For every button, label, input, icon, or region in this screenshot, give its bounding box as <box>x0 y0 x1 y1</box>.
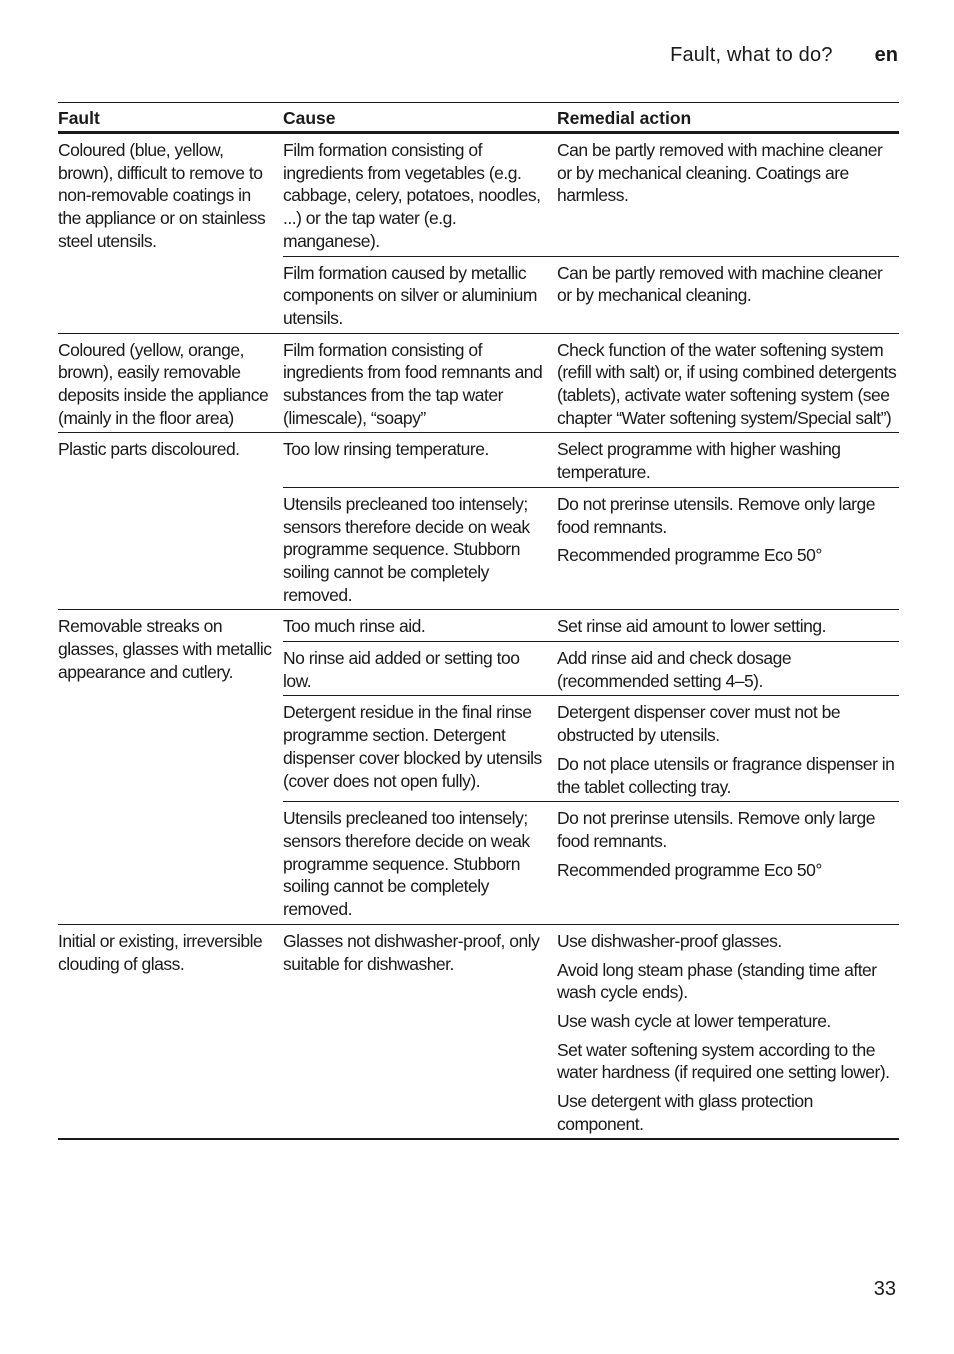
remedial-action-cell <box>557 488 899 610</box>
remedial-action-item: Detergent dispenser cover must not be obstructed by utensils. <box>557 702 841 746</box>
remedial-action-item: Set water softening system according to the water hardness (if required one setting lower). <box>557 1039 890 1083</box>
remedial-action-item: Can be partly removed with machine cleaner or by mechanical cleaning. <box>557 262 883 306</box>
cause-cell: Too much rinse aid. <box>283 616 426 637</box>
remedial-action-item: Use dishwasher-proof glasses. <box>557 930 782 951</box>
remedial-action-item: Recommended programme Eco 50° <box>557 545 822 566</box>
remedial-action-item: Check function of the water softening system (refill with salt) or, if using combined detergents (tablets), activate water softening system (see chapter “Water softening system/Special salt”) <box>557 339 897 428</box>
cause-cell: Film formation caused by metallic components on silver or aluminium utensils. <box>283 262 537 328</box>
table-row <box>283 610 899 641</box>
remedial-action-item: Do not prerinse utensils. Remove only large food remnants. <box>557 808 875 851</box>
remedial-action-item: Do not place utensils or fragrance dispenser in the tablet collecting tray. <box>557 753 895 797</box>
cause-rows <box>283 610 899 923</box>
cause-cell: Utensils precleaned too intensely; sensors therefore decide on weak programme sequence. Stubborn soiling cannot be completely removed. <box>283 808 530 920</box>
remedial-action-cell <box>557 610 899 641</box>
fault-cell: Coloured (blue, yellow, brown), difficult to remove to non-removable coatings in the appliance or on stainless steel utensils. <box>58 140 266 251</box>
fault-group <box>58 432 899 609</box>
fault-cell: Removable streaks on glasses, glasses with metallic appearance and cutlery. <box>58 616 272 682</box>
remedial-action-item: Recommended programme Eco 50° <box>557 859 822 880</box>
remedial-action-item: Use wash cycle at lower temperature. <box>557 1010 831 1031</box>
fault-group <box>58 609 899 923</box>
table-row <box>283 256 899 333</box>
remedial-action-item: Add rinse aid and check dosage (recommended setting 4–5). <box>557 648 792 691</box>
cause-rows <box>283 433 899 609</box>
table-body <box>58 134 899 1138</box>
page-number: 33 <box>873 1278 896 1300</box>
remedial-action-item: Use detergent with glass protection component. <box>557 1091 813 1134</box>
fault-group <box>58 924 899 1139</box>
remedial-action-cell <box>557 134 899 256</box>
table-row <box>283 433 899 486</box>
cause-rows <box>283 134 899 333</box>
remedial-action-item: Do not prerinse utensils. Remove only large food remnants. <box>557 493 875 537</box>
remedial-action-item: Can be partly removed with machine cleaner or by mechanical cleaning. Coatings are harmless. <box>557 140 883 206</box>
table-row <box>283 334 899 433</box>
table-row <box>283 641 899 695</box>
cause-cell: Detergent residue in the final rinse programme section. Detergent dispenser cover blocked by utensils (cover does not open fully). <box>283 702 542 791</box>
remedial-action-item: Set rinse aid amount to lower setting. <box>557 616 826 637</box>
fault-cell: Coloured (yellow, orange, brown), easily removable deposits inside the appliance (mainly in the floor area) <box>58 339 269 428</box>
cause-rows <box>283 334 899 433</box>
table-row <box>283 487 899 610</box>
remedial-action-cell <box>557 433 899 486</box>
cause-rows <box>283 925 899 1139</box>
table-row <box>283 801 899 924</box>
fault-cell: Plastic parts discoloured. <box>58 439 240 460</box>
table-row <box>283 925 899 1139</box>
cause-cell: No rinse aid added or setting too low. <box>283 648 520 691</box>
fault-table <box>58 102 899 1140</box>
remedial-action-cell <box>557 802 899 924</box>
column-header-remedial-action: Remedial action <box>557 108 692 128</box>
remedial-action-cell <box>557 696 899 801</box>
section-title: Fault, what to do? <box>670 44 833 66</box>
remedial-action-cell <box>557 257 899 333</box>
language-code: en <box>874 44 898 66</box>
column-header-cause: Cause <box>283 108 336 128</box>
cause-cell: Film formation consisting of ingredients from vegetables (e.g. cabbage, celery, potatoes, noodles, ...) or the tap water (e.g. manganese). <box>283 140 541 251</box>
remedial-action-cell <box>557 925 899 1139</box>
table-row <box>283 134 899 256</box>
fault-group <box>58 333 899 433</box>
fault-group <box>58 134 899 333</box>
cause-cell: Utensils precleaned too intensely; sensors therefore decide on weak programme sequence. Stubborn soiling cannot be completely removed. <box>283 493 530 605</box>
table-header-row <box>58 103 899 134</box>
fault-cell: Initial or existing, irreversible clouding of glass. <box>58 930 263 974</box>
table-row <box>283 695 899 801</box>
column-header-fault: Fault <box>58 108 100 128</box>
cause-cell: Glasses not dishwasher-proof, only suitable for dishwasher. <box>283 930 540 974</box>
remedial-action-item: Avoid long steam phase (standing time after wash cycle ends). <box>557 959 877 1003</box>
remedial-action-cell <box>557 334 899 433</box>
remedial-action-cell <box>557 642 899 695</box>
running-header <box>670 44 898 67</box>
cause-cell: Too low rinsing temperature. <box>283 439 489 460</box>
remedial-action-item: Select programme with higher washing temperature. <box>557 439 841 483</box>
cause-cell: Film formation consisting of ingredients from food remnants and substances from the tap water (limescale), “soapy” <box>283 339 543 428</box>
